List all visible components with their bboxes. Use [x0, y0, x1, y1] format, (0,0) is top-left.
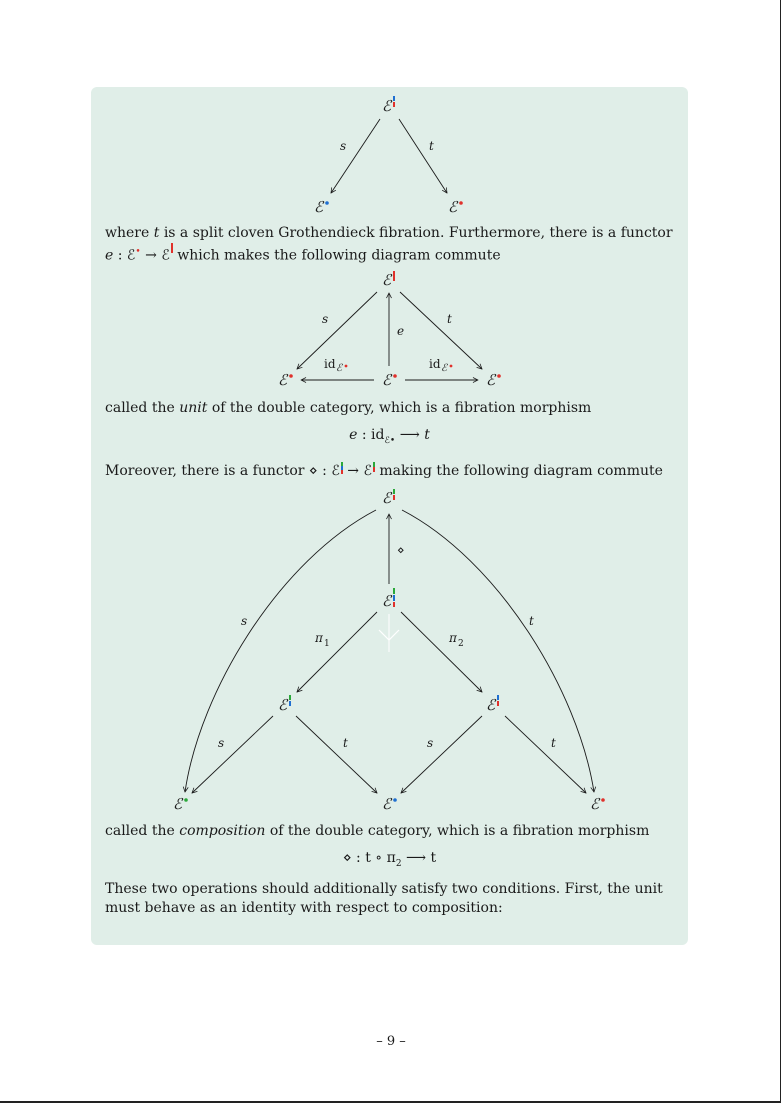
label-comp-diamond: ⋄: [397, 543, 405, 557]
object-comp-left: [278, 695, 291, 714]
svg-text:ℰ: ℰ: [336, 363, 343, 374]
svg-text:ℰ: ℰ: [382, 489, 392, 507]
svg-text:ℰ: ℰ: [173, 795, 183, 813]
label-s: s: [340, 139, 347, 153]
svg-text:ℰ: ℰ: [441, 363, 448, 374]
label-comp-pi2: [448, 631, 464, 649]
paragraph-conditions: These two operations should additionally satisfy two conditions. First, the unit must behave as an identity with respect to composition:: [105, 881, 663, 916]
equation-unit: e : $id_{ℰ•}$ ⟶ t: [349, 427, 430, 446]
svg-text:ℰ: ℰ: [486, 696, 496, 714]
paragraph-fibration: where t is a split cloven Grothendieck fibration. Furthermore, there is a functor e : ℰ• → ℰ which makes the following diagram commute: [105, 225, 673, 264]
svg-text:ℰ: ℰ: [314, 198, 324, 216]
svg-text:1: 1: [324, 639, 330, 649]
object-comp-pullback: [382, 588, 395, 610]
svg-text:ℰ: ℰ: [382, 795, 392, 813]
svg-text:ℰ: ℰ: [448, 198, 458, 216]
svg-text:id: id: [324, 357, 336, 371]
svg-text:π: π: [449, 631, 457, 645]
pullback-corner-icon: [379, 614, 399, 652]
svg-text:ℰ: ℰ: [382, 271, 392, 289]
object-comp-top: [382, 489, 395, 507]
arrow-comp-pi1: [297, 612, 377, 692]
label-comp-s-long: s: [241, 614, 248, 628]
arrow-comp-pi2: [401, 612, 482, 692]
paragraph-composition: called the composition of the double category, which is a fibration morphism: [105, 823, 650, 839]
equation-composition: ⋄ : t ∘ $\pi_2$ ⟶ t: [342, 850, 437, 869]
svg-text:ℰ: ℰ: [382, 592, 392, 610]
object-comp-bottom-right: [590, 795, 605, 813]
label-unit-t: t: [447, 312, 452, 326]
label-comp-left-s: s: [218, 736, 225, 750]
label-unit-e: e: [397, 324, 405, 338]
svg-text:ℰ: ℰ: [486, 371, 496, 389]
svg-text:ℰ: ℰ: [382, 97, 392, 115]
object-comp-bottom-left: [173, 795, 188, 813]
svg-text:ℰ: ℰ: [278, 696, 288, 714]
label-unit-s: s: [322, 312, 329, 326]
label-comp-right-t: t: [551, 736, 556, 750]
paragraph-unit: called the unit of the double category, which is a fibration morphism: [105, 400, 592, 416]
arrow-comp-left-s: [192, 716, 273, 793]
label-comp-left-t: t: [343, 736, 348, 750]
label-comp-t-long: t: [529, 614, 534, 628]
svg-text:ℰ: ℰ: [278, 371, 288, 389]
label-comp-pi1: [314, 631, 330, 649]
svg-text:π: π: [315, 631, 323, 645]
object-comp-bottom-mid: [382, 795, 397, 813]
label-comp-right-s: s: [427, 736, 434, 750]
arrow-comp-left-t: [296, 716, 377, 793]
page-number: – 9 –: [376, 1034, 406, 1049]
object-comp-right: [486, 695, 499, 714]
svg-text:ℰ: ℰ: [382, 371, 392, 389]
arrow-comp-right-s: [401, 716, 482, 793]
svg-text:ℰ: ℰ: [590, 795, 600, 813]
label-t: t: [429, 139, 434, 153]
arrow-comp-right-t: [505, 716, 586, 793]
paragraph-composition-intro: Moreover, there is a functor ⋄ : ℰ → ℰ making the following diagram commute: [105, 463, 663, 479]
svg-text:id: id: [429, 357, 441, 371]
svg-text:2: 2: [458, 639, 464, 649]
